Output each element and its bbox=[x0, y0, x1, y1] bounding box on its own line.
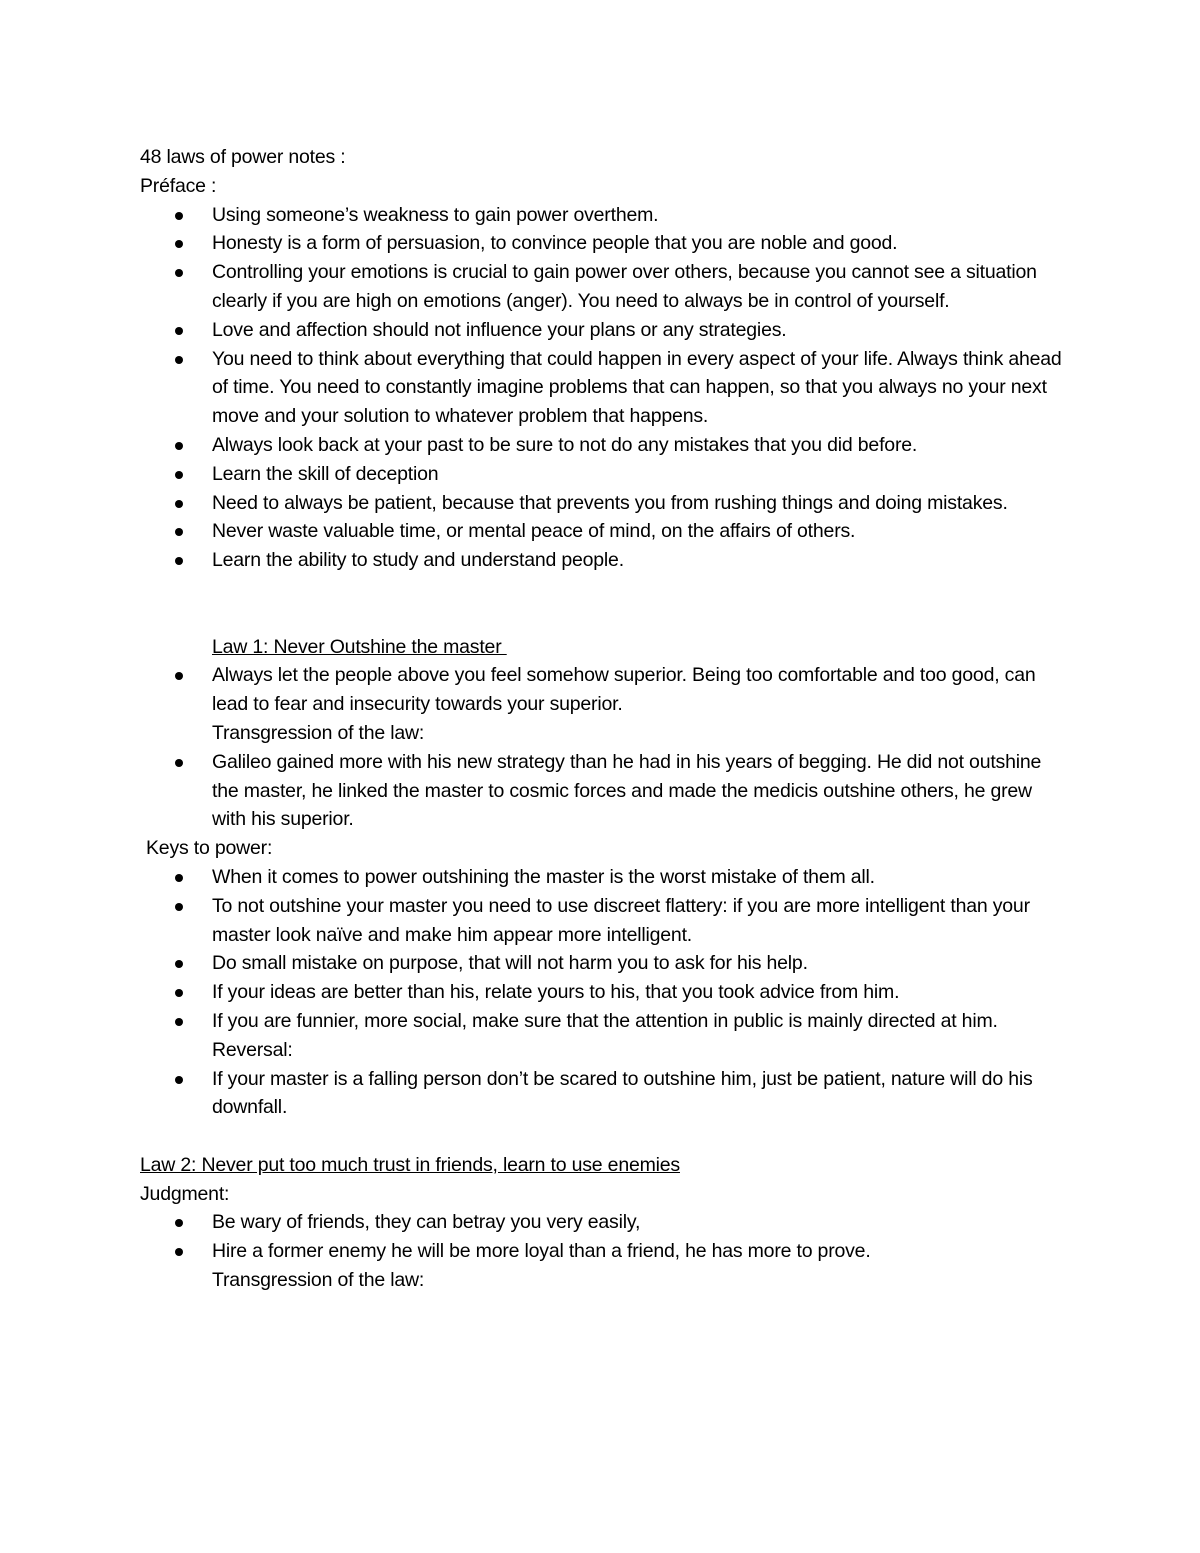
list-item: Always let the people above you feel somehow superior. Being too comfortable and too good, can lead to fear and insecurity towards your superior. bbox=[212, 661, 1070, 719]
bullet-icon bbox=[175, 960, 183, 968]
bullet-icon bbox=[175, 240, 183, 248]
spacer bbox=[140, 604, 1070, 633]
law2-judgment-list bbox=[140, 1208, 1070, 1266]
bullet-icon bbox=[175, 989, 183, 997]
list-item: To not outshine your master you need to use discreet flattery: if you are more intelligent than your master look naïve and make him appear more intelligent. bbox=[212, 892, 1070, 950]
list-item: If you are funnier, more social, make sure that the attention in public is mainly directed at him. bbox=[212, 1007, 1070, 1036]
list-item: When it comes to power outshining the master is the worst mistake of them all. bbox=[212, 863, 1070, 892]
list-item: Need to always be patient, because that prevents you from rushing things and doing mistakes. bbox=[212, 489, 1070, 518]
bullet-icon bbox=[175, 874, 183, 882]
bullet-icon bbox=[175, 269, 183, 277]
law1-transgression-label: Transgression of the law: bbox=[212, 721, 425, 744]
list-item: Do small mistake on purpose, that will not harm you to ask for his help. bbox=[212, 949, 1070, 978]
list-item: Be wary of friends, they can betray you very easily, bbox=[212, 1208, 1070, 1237]
list-item: Using someone’s weakness to gain power overthem. bbox=[212, 201, 1070, 230]
list-item: Controlling your emotions is crucial to gain power over others, because you cannot see a situation clearly if you are high on emotions (anger). You need to always be in control of yourself. bbox=[212, 258, 1070, 316]
bullet-icon bbox=[175, 1219, 183, 1227]
law1-transgression-list bbox=[140, 748, 1070, 834]
list-item: If your master is a falling person don’t be scared to outshine him, just be patient, nature will do his downfall. bbox=[212, 1065, 1070, 1123]
list-item: Love and affection should not influence your plans or any strategies. bbox=[212, 316, 1070, 345]
law2-transgression-label: Transgression of the law: bbox=[212, 1269, 425, 1292]
bullet-icon bbox=[175, 442, 183, 450]
bullet-icon bbox=[175, 500, 183, 508]
bullet-icon bbox=[175, 903, 183, 911]
list-item: Hire a former enemy he will be more loyal than a friend, he has more to prove. bbox=[212, 1237, 1070, 1266]
list-item: Honesty is a form of persuasion, to convince people that you are noble and good. bbox=[212, 229, 1070, 258]
document-title: 48 laws of power notes : bbox=[140, 146, 346, 168]
law1-heading: Law 1: Never Outshine the master bbox=[212, 635, 507, 658]
bullet-icon bbox=[175, 356, 183, 364]
bullet-icon bbox=[175, 212, 183, 220]
bullet-icon bbox=[175, 1248, 183, 1256]
bullet-icon bbox=[175, 557, 183, 565]
law1-keys-list bbox=[140, 863, 1070, 1036]
law1-reversal-label: Reversal: bbox=[212, 1038, 293, 1061]
law2-judgment-label: Judgment: bbox=[140, 1182, 230, 1205]
law2-heading: Law 2: Never put too much trust in friends, learn to use enemies bbox=[140, 1153, 680, 1176]
spacer bbox=[140, 575, 1070, 604]
list-item: Galileo gained more with his new strategy than he had in his years of begging. He did not outshine the master, he linked the master to cosmic forces and made the medicis outshine others, he grew with his superior. bbox=[212, 748, 1070, 834]
law1-keys-label: Keys to power: bbox=[146, 837, 273, 860]
bullet-icon bbox=[175, 327, 183, 335]
bullet-icon bbox=[175, 1018, 183, 1026]
law1-judgment-list bbox=[140, 661, 1070, 719]
list-item: Always look back at your past to be sure to not do any mistakes that you did before. bbox=[212, 431, 1070, 460]
bullet-icon bbox=[175, 471, 183, 479]
preface-heading: Préface : bbox=[140, 174, 217, 197]
list-item: Learn the skill of deception bbox=[212, 460, 1070, 489]
list-item: If your ideas are better than his, relate yours to his, that you took advice from him. bbox=[212, 978, 1070, 1007]
bullet-icon bbox=[175, 759, 183, 767]
list-item: You need to think about everything that could happen in every aspect of your life. Always think ahead of time. You need to constantly imagine problems that can happen, so that you always no your next move and your solution to whatever problem that happens. bbox=[212, 345, 1070, 431]
bullet-icon bbox=[175, 1076, 183, 1084]
bullet-icon bbox=[175, 528, 183, 536]
list-item: Learn the ability to study and understand people. bbox=[212, 546, 1070, 575]
document-body bbox=[140, 143, 1070, 1295]
bullet-icon bbox=[175, 672, 183, 680]
preface-list bbox=[140, 201, 1070, 575]
spacer bbox=[140, 1122, 1070, 1151]
list-item: Never waste valuable time, or mental peace of mind, on the affairs of others. bbox=[212, 517, 1070, 546]
law1-reversal-list bbox=[140, 1065, 1070, 1123]
